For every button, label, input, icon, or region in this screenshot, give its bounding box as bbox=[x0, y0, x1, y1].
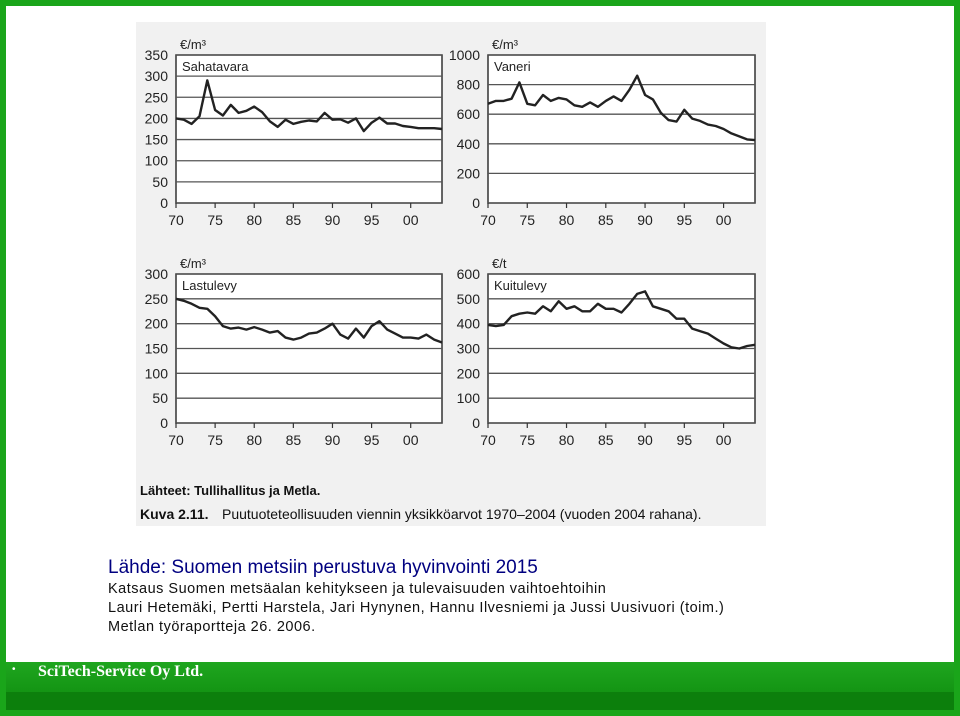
source-line-2: Lauri Hetemäki, Pertti Harstela, Jari Hynynen, Hannu Ilvesniemi ja Jussi Uusivuori (toim.) bbox=[108, 600, 725, 616]
source-title: Lähde: Suomen metsiin perustuva hyvinvointi 2015 bbox=[108, 557, 538, 578]
panel-2-panel-label: Vaneri bbox=[494, 59, 531, 74]
panel-1-y-tick-label: 100 bbox=[144, 152, 168, 169]
panel-1-y-tick-label: 300 bbox=[144, 68, 168, 85]
panel-1-x-tick-label: 70 bbox=[168, 212, 184, 228]
panel-1-x-tick-label: 90 bbox=[324, 212, 341, 228]
panel-1-y-tick-label: 50 bbox=[152, 173, 168, 190]
panel-2-x-tick-label: 95 bbox=[676, 212, 693, 228]
panel-2-x-tick-label: 90 bbox=[637, 212, 653, 228]
panel-2-y-tick-label: 600 bbox=[456, 106, 480, 123]
panel-1-unit-label: €/m³ bbox=[180, 37, 206, 52]
source-line-3: Metlan työraportteja 26. 2006. bbox=[108, 619, 316, 635]
panel-1-x-tick-label: 00 bbox=[402, 212, 419, 228]
panel-4-x-tick-label: 95 bbox=[676, 432, 693, 448]
footer-bullet-icon: • bbox=[12, 664, 16, 675]
panel-2-x-tick-label: 00 bbox=[715, 212, 732, 228]
panel-2-x-tick-label: 80 bbox=[558, 212, 575, 228]
company-name: SciTech-Service Oy Ltd. bbox=[38, 663, 204, 680]
panel-1-plot-area bbox=[176, 55, 442, 203]
panel-4-x-tick-label: 00 bbox=[715, 432, 732, 448]
panel-3-x-tick-label: 80 bbox=[246, 432, 263, 448]
panel-2-x-tick-label: 85 bbox=[598, 212, 614, 228]
source-line-1: Katsaus Suomen metsäalan kehitykseen ja tulevaisuuden vaihtoehtoihin bbox=[108, 581, 607, 597]
panel-1-y-tick-label: 250 bbox=[144, 89, 168, 106]
panel-4-x-tick-label: 70 bbox=[480, 432, 496, 448]
panel-3-x-tick-label: 90 bbox=[324, 432, 341, 448]
panel-3-unit-label: €/m³ bbox=[180, 256, 206, 271]
panel-2-x-tick-label: 70 bbox=[480, 212, 496, 228]
panel-2-y-tick-label: 400 bbox=[456, 135, 480, 152]
panel-4-y-tick-label: 600 bbox=[456, 266, 480, 282]
panel-4-y-tick-label: 0 bbox=[472, 415, 480, 431]
panel-4-y-tick-label: 500 bbox=[456, 290, 480, 307]
panel-2-unit-label: €/m³ bbox=[492, 37, 518, 52]
panel-2-x-tick-label: 75 bbox=[519, 212, 536, 228]
panel-1-y-tick-label: 200 bbox=[144, 110, 168, 127]
panel-3-y-tick-label: 100 bbox=[144, 365, 168, 382]
panel-3-y-tick-label: 150 bbox=[144, 340, 168, 357]
figure-caption-prefix: Kuva 2.11. bbox=[140, 506, 209, 522]
panel-1-x-tick-label: 80 bbox=[246, 212, 263, 228]
panel-1-x-tick-label: 85 bbox=[285, 212, 302, 228]
panel-2-y-tick-label: 0 bbox=[472, 195, 480, 211]
panel-1-y-tick-label: 0 bbox=[160, 195, 168, 211]
figure-caption-text: Puutuoteteollisuuden viennin yksikköarvot 1970–2004 (vuoden 2004 rahana). bbox=[222, 506, 702, 522]
panel-4-panel-label: Kuitulevy bbox=[494, 278, 547, 293]
panel-4-y-tick-label: 100 bbox=[456, 390, 480, 407]
source-block bbox=[108, 556, 724, 637]
panel-3-x-tick-label: 95 bbox=[363, 432, 380, 448]
panel-1-x-tick-label: 75 bbox=[207, 212, 223, 228]
panel-4-y-tick-label: 400 bbox=[456, 315, 480, 332]
panel-4-x-tick-label: 85 bbox=[598, 432, 614, 448]
panel-1-y-tick-label: 150 bbox=[144, 131, 168, 148]
panel-2-y-tick-label: 800 bbox=[456, 76, 480, 93]
panel-3-y-tick-label: 50 bbox=[152, 390, 168, 407]
panel-3-x-tick-label: 85 bbox=[285, 432, 302, 448]
panel-3-x-tick-label: 00 bbox=[402, 432, 419, 448]
panel-4-x-tick-label: 75 bbox=[519, 432, 536, 448]
panel-1-x-tick-label: 95 bbox=[363, 212, 380, 228]
panel-3-x-tick-label: 75 bbox=[207, 432, 223, 448]
panel-2-y-tick-label: 200 bbox=[456, 165, 480, 182]
panel-2-plot-area bbox=[488, 55, 755, 203]
panel-1-y-tick-label: 350 bbox=[144, 47, 168, 63]
panel-4-x-tick-label: 80 bbox=[558, 432, 575, 448]
panel-3-y-tick-label: 250 bbox=[144, 290, 168, 307]
panel-4-x-tick-label: 90 bbox=[637, 432, 653, 448]
panel-2-y-tick-label: 1000 bbox=[448, 47, 480, 63]
panel-4-y-tick-label: 300 bbox=[456, 340, 480, 357]
panel-4-y-tick-label: 200 bbox=[456, 365, 480, 382]
panel-1-panel-label: Sahatavara bbox=[182, 59, 249, 74]
panel-4-unit-label: €/t bbox=[492, 256, 507, 271]
panel-3-y-tick-label: 0 bbox=[160, 415, 168, 431]
figure-source-note: Lähteet: Tullihallitus ja Metla. bbox=[140, 483, 321, 498]
panel-3-panel-label: Lastulevy bbox=[182, 278, 237, 293]
panel-3-y-tick-label: 300 bbox=[144, 266, 168, 282]
panel-3-x-tick-label: 70 bbox=[168, 432, 184, 448]
panel-3-y-tick-label: 200 bbox=[144, 315, 168, 332]
